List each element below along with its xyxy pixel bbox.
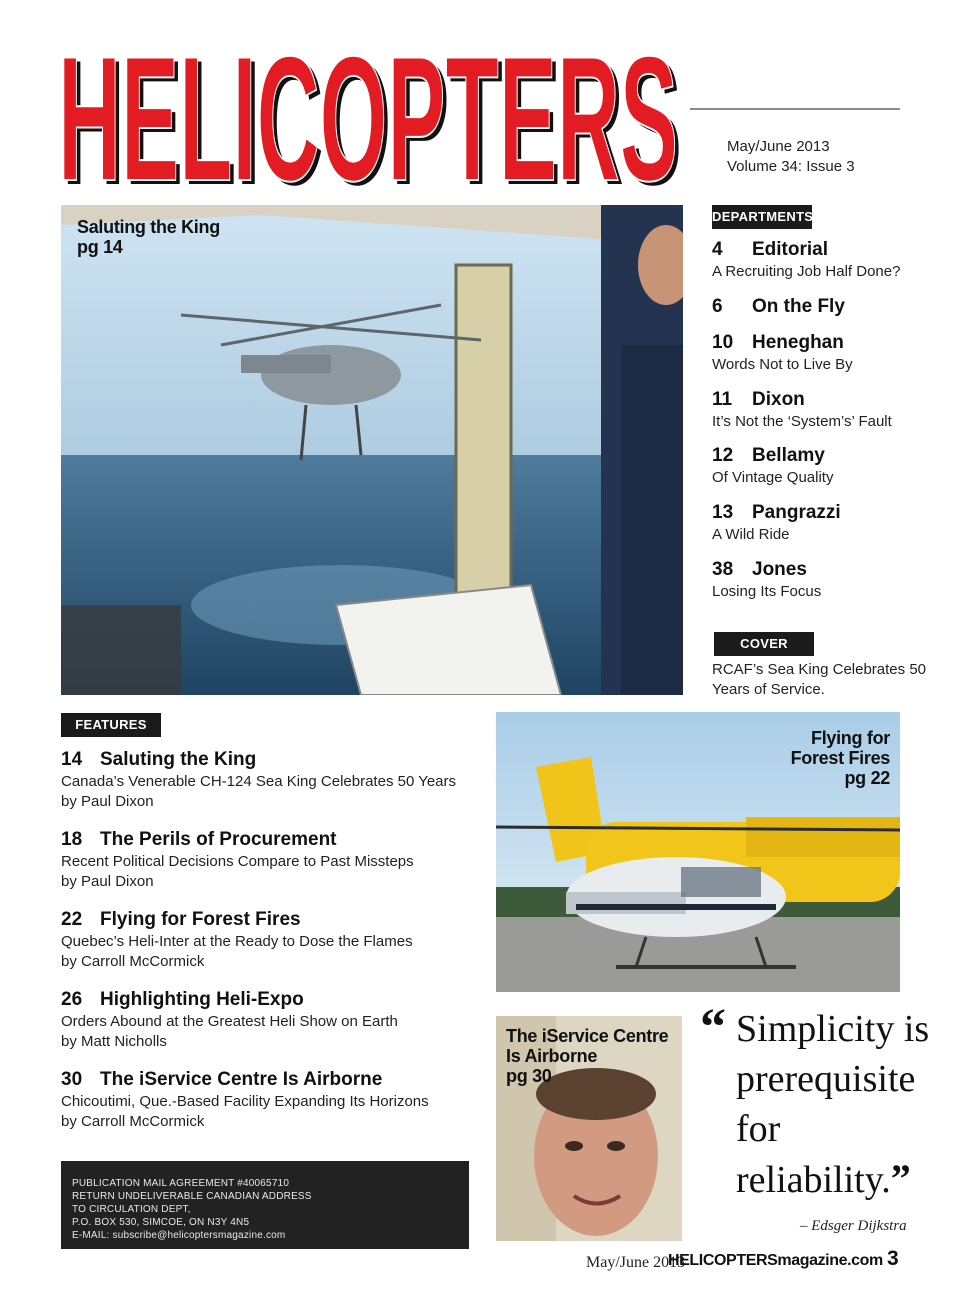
pull-quote: [736, 1004, 946, 1205]
department-row: [712, 295, 952, 319]
department-subtitle: A Recruiting Job Half Done?: [712, 263, 901, 280]
cover-photo-image: [61, 205, 683, 695]
department-title: Dixon: [752, 389, 805, 410]
forest-caption-1: Flying for: [811, 728, 890, 748]
feature-row: [61, 828, 491, 852]
quote-open-mark: “: [700, 999, 726, 1056]
cover-description: [712, 660, 942, 700]
quote-close-mark: ”: [890, 1156, 911, 1201]
feature-page: 22: [61, 909, 83, 930]
feature-page: 30: [61, 1069, 83, 1090]
feature-byline: by Paul Dixon: [61, 873, 154, 890]
masthead-rule: [690, 108, 900, 110]
department-title: Jones: [752, 559, 807, 580]
feature-page: 18: [61, 829, 83, 850]
feature-byline: by Carroll McCormick: [61, 953, 205, 970]
quote-line-3: for: [736, 1108, 781, 1150]
department-title: Bellamy: [752, 445, 825, 466]
forest-fires-photo: [496, 712, 900, 992]
cover-description-line-2: Years of Service.: [712, 681, 825, 698]
feature-item: [61, 908, 491, 972]
department-item: [712, 444, 952, 488]
department-page: 38: [712, 559, 734, 580]
publication-line-5: E-MAIL: subscribe@helicoptersmagazine.com: [72, 1230, 286, 1241]
feature-row: [61, 1068, 491, 1092]
feature-subtitle: Recent Political Decisions Compare to Past Missteps: [61, 853, 414, 870]
feature-title: Flying for Forest Fires: [100, 909, 301, 930]
footer-site: HELICOPTERSmagazine.com: [668, 1252, 883, 1269]
department-title: Heneghan: [752, 332, 844, 353]
forest-caption-2: Forest Fires: [790, 748, 890, 768]
features-tag: FEATURES: [61, 713, 161, 737]
iservice-caption-3: pg 30: [506, 1066, 552, 1086]
department-title: On the Fly: [752, 296, 845, 317]
department-row: [712, 238, 952, 262]
department-item: [712, 295, 952, 319]
masthead-title: HELICOPTERS: [58, 40, 678, 190]
department-row: [712, 388, 952, 412]
department-item: [712, 558, 952, 602]
cover-photo: [61, 205, 683, 695]
feature-subtitle: Chicoutimi, Que.-Based Facility Expanding Its Horizons: [61, 1093, 429, 1110]
masthead-svg: [58, 40, 688, 190]
feature-title: Saluting the King: [100, 749, 257, 770]
iservice-caption-2: Is Airborne: [506, 1046, 598, 1066]
quote-line-4: reliability.: [736, 1159, 891, 1201]
publication-line-2: RETURN UNDELIVERABLE CANADIAN ADDRESS: [72, 1191, 312, 1202]
feature-subtitle: Quebec’s Heli-Inter at the Ready to Dose the Flames: [61, 933, 413, 950]
cover-photo-caption-1: Saluting the King: [77, 217, 220, 237]
feature-item: [61, 828, 491, 892]
cover-photo-caption-2: pg 14: [77, 237, 123, 257]
department-title: Pangrazzi: [752, 502, 841, 523]
department-page: 13: [712, 502, 734, 523]
feature-byline: by Matt Nicholls: [61, 1033, 167, 1050]
issue-volume: Volume 34: Issue 3: [727, 158, 855, 175]
department-item: [712, 331, 952, 375]
feature-row: [61, 748, 491, 772]
department-subtitle: Words Not to Live By: [712, 356, 853, 373]
feature-row: [61, 988, 491, 1012]
department-subtitle: It’s Not the ‘System’s’ Fault: [712, 413, 892, 430]
feature-title: The Perils of Procurement: [100, 829, 337, 850]
cover-description-line-1: RCAF’s Sea King Celebrates 50: [712, 661, 926, 678]
feature-title: Highlighting Heli-Expo: [100, 989, 304, 1010]
feature-title: The iService Centre Is Airborne: [100, 1069, 383, 1090]
department-row: [712, 444, 952, 468]
page-number: 3: [887, 1247, 899, 1270]
department-subtitle: Losing Its Focus: [712, 583, 822, 600]
quote-line-4-wrap: [736, 1154, 946, 1205]
publication-info-box: [61, 1161, 469, 1249]
feature-item: [61, 988, 491, 1052]
department-row: [712, 501, 952, 525]
masthead-logo: [58, 40, 688, 190]
department-item: [712, 501, 952, 545]
masthead-title-shadow: HELICOPTERS: [62, 40, 682, 190]
department-subtitle: Of Vintage Quality: [712, 469, 834, 486]
publication-line-4: P.O. BOX 530, SIMCOE, ON N3Y 4N5: [72, 1217, 250, 1228]
department-page: 11: [712, 389, 733, 410]
issue-date: May/June 2013: [727, 138, 830, 155]
department-page: 12: [712, 445, 734, 466]
forest-caption-3: pg 22: [844, 768, 890, 788]
feature-item: [61, 1068, 491, 1132]
iservice-caption-1: The iService Centre: [506, 1026, 669, 1046]
department-row: [712, 558, 952, 582]
quote-line-1: Simplicity is: [736, 1008, 930, 1050]
feature-byline: by Paul Dixon: [61, 793, 154, 810]
feature-item: [61, 748, 491, 812]
iservice-photo: [496, 1016, 682, 1241]
publication-line-3: TO CIRCULATION DEPT,: [72, 1204, 191, 1215]
department-subtitle: A Wild Ride: [712, 526, 790, 543]
cover-tag: COVER: [714, 632, 814, 656]
feature-page: 14: [61, 749, 83, 770]
department-item: [712, 238, 952, 282]
department-title: Editorial: [752, 239, 829, 260]
department-row: [712, 331, 952, 355]
department-page: 4: [712, 239, 723, 260]
feature-row: [61, 908, 491, 932]
department-page: 6: [712, 296, 723, 317]
department-page: 10: [712, 332, 734, 353]
department-item: [712, 388, 952, 432]
quote-line-2: prerequisite: [736, 1058, 916, 1100]
feature-subtitle: Orders Abound at the Greatest Heli Show on Earth: [61, 1013, 398, 1030]
departments-tag: DEPARTMENTS: [712, 205, 812, 229]
quote-author: – Edsger Dijkstra: [800, 1218, 907, 1234]
feature-page: 26: [61, 989, 83, 1010]
publication-line-1: PUBLICATION MAIL AGREEMENT #40065710: [72, 1178, 290, 1189]
feature-subtitle: Canada’s Venerable CH-124 Sea King Celebrates 50 Years: [61, 773, 456, 790]
feature-byline: by Carroll McCormick: [61, 1113, 205, 1130]
footer-date: May/June 2013: [586, 1254, 686, 1271]
